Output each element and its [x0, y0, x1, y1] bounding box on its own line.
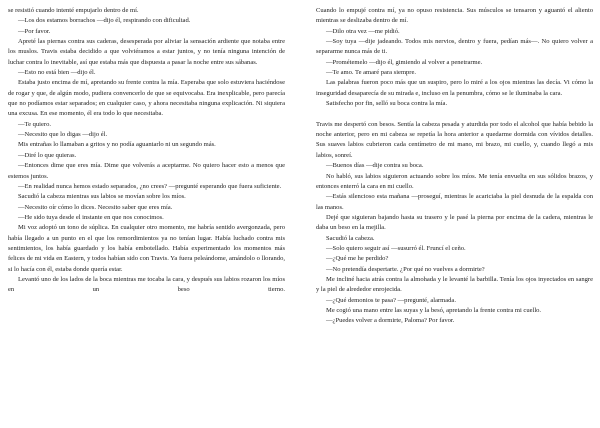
paragraph: —Por favor. [18, 27, 51, 35]
paragraph: Satisfecho por fin, selló su boca contra la mía. [326, 100, 448, 108]
paragraph: Levantó uno de los lados de la boca mientras me tocaba la cara, y después sus labios rozaron los míos en un beso tierno. [8, 275, 285, 294]
paragraph: Me cogió una mano entre las suyas y la besó, apretando la frente contra mi cuello. [326, 306, 542, 314]
paragraph: Apreté las piernas contra sus caderas, desesperada por aliviar la sensación ardiente que notaba entre los muslos. Travis estaba decidido a que volviéramos a estar juntos, y no tenía ninguna intención de luchar contra lo inevitable, así que estaba más que dispuesta a pasar la noche entre sus sábanas. [8, 38, 285, 66]
paragraph: —Te quiero. [18, 120, 51, 128]
paragraph: —Soy tuya —dije jadeando. Todos mis nervios, dentro y fuera, pedían más—. No quiero volver a separarme nunca más de ti. [316, 38, 593, 56]
paragraph: Cuando lo empujé contra mí, ya no opuso resistencia. Sus músculos se tensaron y aguantó el aliento mientras se deslizaba dentro de mí. [316, 7, 593, 25]
paragraph: Estaba justo encima de mí, apretando su frente contra la mía. Esperaba que solo estuviera haciéndose de rogar y que, de algún modo, pudiera convencerlo de que se equivocaba. Era inexplicable, pero parecía que no podíamos estar separados; en cualquier caso, y ahora necesitaba ninguna explicación. Ni siquiera una excusa. En ese momento, él era todo lo que necesitaba. [8, 79, 285, 118]
paragraph: No habló, sus labios siguieron actuando sobre los míos. Me tenía envuelta en sus sólidos brazos, y entonces enterró la cara en mi cuello. [316, 172, 593, 190]
paragraph: —Solo quiero seguir así —susurró él. Fruncí el ceño. [326, 244, 466, 252]
paragraph: —En realidad nunca hemos estado separados, ¿no crees? —pregunté esperando que fuera suficiente. [18, 182, 282, 190]
paragraph: Dejé que siguieran bajando hasta su trasero y le pasé la pierna por encima de la cadera, mientras le daba un beso en la mejilla. [316, 213, 593, 232]
paragraph: Mis entrañas lo llamaban a gritos y no podía aguantarlo ni un segundo más. [18, 141, 216, 149]
paragraph: Sacudió la cabeza. [326, 234, 375, 242]
paragraph: —Diré lo que quieras. [18, 151, 77, 159]
right-page [316, 6, 593, 424]
paragraph: —Necesito oír cómo lo dices. Necesito saber que eres mía. [18, 203, 173, 211]
paragraph: se resistió cuando intenté empujarlo dentro de mí. [8, 7, 139, 14]
paragraph: —Esto no está bien —dijo él. [18, 69, 96, 77]
paragraph: —He sido tuya desde el instante en que nos conocimos. [18, 213, 164, 221]
paragraph: Travis me despertó con besos. Sentía la cabeza pesada y aturdida por todo el alcohol que había bebido la noche anterior, pero en mi cabeza se repetía la hora anterior a quedarme dormida con vívidos detalles. Sus suaves labios cubrieron cada centímetro de mi mano, mi brazo, mi cuello, y, cuando llegó a mis labios, sonreí. [316, 120, 593, 159]
paragraph: —¿Puedes volver a dormirte, Paloma? Por favor. [326, 317, 455, 325]
paragraph: Las palabras fueron poco más que un suspiro, pero lo miré a los ojos mientras las decía. Vi cómo la inseguridad desaparecía de su mirada e, incluso en la penumbra, cómo se le iluminaba la cara. [316, 79, 593, 97]
paragraph: Me incliné hacia atrás contra la almohada y le levanté la barbilla. Tenía los ojos inyectados en sangre y la piel de alrededor enrojecida. [316, 275, 593, 294]
paragraph: —Dilo otra vez —me pidió. [326, 27, 400, 35]
paragraph: —¿Qué me he perdido? [326, 255, 389, 263]
paragraph: —Buenos días —dije contra su boca. [326, 162, 424, 170]
paragraph: —Prométemelo —dijo él, gimiendo al volver a penetrarme. [326, 58, 483, 66]
paragraph: —Entonces dime que eres mía. Dime que volverás a aceptarme. No quiero hacer esto a menos que estemos juntos. [8, 162, 285, 180]
paragraph: Mi voz adoptó un tono de súplica. En cualquier otro momento, me habría sentido avergonzada, pero había llegado a un punto en el que los remordimientos ya no tenían lugar. Había luchado contra mis sentimientos, los había guardado y los había embotellado. Había experimentado los momentos más felices de mi vida en Eastern, y todos habían sido con Travis. Ya fuera peleándome, amándolo o llorando, si lo hacía con él, estaba donde quería estar. [8, 224, 285, 273]
paragraph: —Te amo. Te amaré para siempre. [326, 69, 417, 77]
paragraph: Sacudió la cabeza mientras sus labios se movían sobre los míos. [18, 193, 186, 201]
paragraph: —Necesito que lo digas —dijo él. [18, 131, 108, 139]
paragraph: —Los dos estamos borrachos —dijo él, respirando con dificultad. [18, 17, 191, 25]
left-page [8, 6, 285, 424]
paragraph: —No pretendía despertarte. ¿Por qué no vuelves a dormirte? [326, 265, 485, 273]
paragraph: —Estás silencioso esta mañana —proseguí, mientras le acariciaba la piel desnuda de la espalda con las manos. [316, 193, 593, 211]
paragraph: —¿Qué demonios te pasa? —pregunté, alarmada. [326, 296, 456, 304]
